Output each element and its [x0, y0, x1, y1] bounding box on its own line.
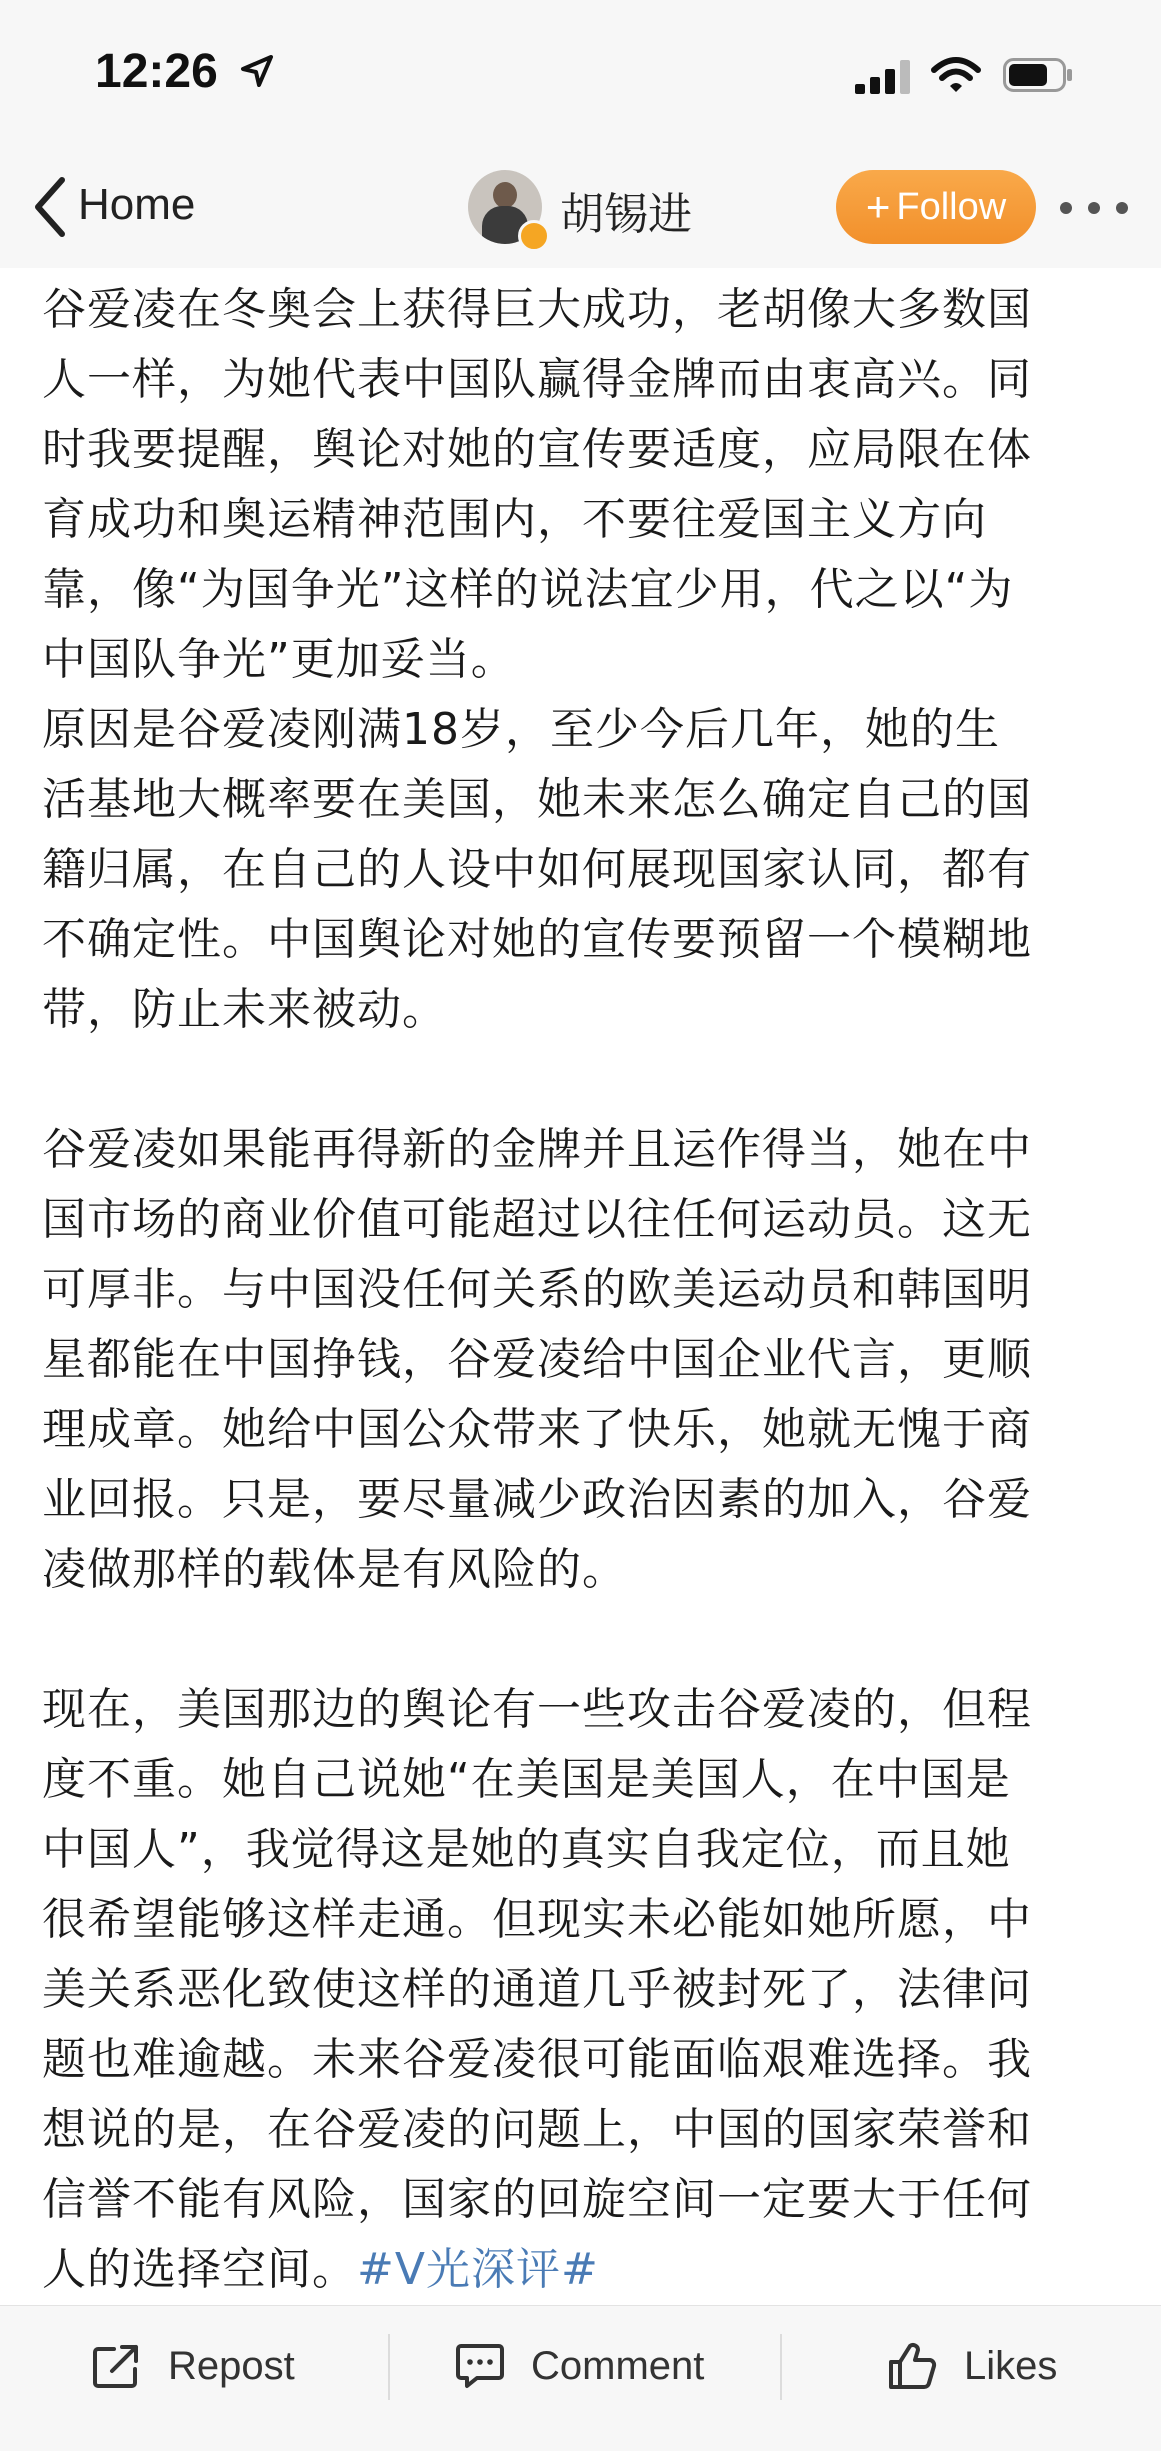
- text-line: 谷爱凌如果能再得新的金牌并且运作得当，她在中: [42, 1124, 1032, 1175]
- likes-label: Likes: [964, 2343, 1058, 2388]
- plus-icon: +: [865, 183, 891, 230]
- follow-button[interactable]: [836, 170, 1036, 244]
- last-line-text: 人的选择空间。: [42, 2244, 357, 2295]
- text-line: 籍归属，在自己的人设中如何展现国家认同，都有: [42, 844, 1032, 895]
- more-icon[interactable]: [1058, 200, 1130, 216]
- comment-icon: [455, 2343, 505, 2389]
- text-line: 人一样，为她代表中国队赢得金牌而由衷高兴。同: [42, 354, 1032, 405]
- back-chevron-icon[interactable]: [30, 172, 70, 242]
- paragraph-3: [42, 1115, 1122, 1605]
- text-line: 想说的是，在谷爱凌的问题上，中国的国家荣誉和: [42, 2104, 1032, 2155]
- text-line: 凌做那样的载体是有风险的。: [42, 1544, 627, 1595]
- text-line: 理成章。她给中国公众带来了快乐，她就无愧于商: [42, 1404, 1032, 1455]
- text-line: 很希望能够这样走通。但现实未必能如她所愿，中: [42, 1894, 1032, 1945]
- text-line: 育成功和奥运精神范围内，不要往爱国主义方向: [42, 494, 987, 545]
- repost-button[interactable]: [92, 2306, 295, 2426]
- divider: [388, 2334, 390, 2400]
- nav-bar: [0, 150, 1161, 268]
- username[interactable]: 胡锡进: [560, 189, 692, 240]
- back-button[interactable]: Home: [78, 180, 196, 229]
- repost-icon: [92, 2343, 142, 2389]
- paragraph-4: [42, 1675, 1122, 2305]
- text-line: 不确定性。中国舆论对她的宣传要预留一个模糊地: [42, 914, 1032, 965]
- text-line: 信誉不能有风险，国家的回旋空间一定要大于任何: [42, 2174, 1032, 2225]
- paragraph-1: [42, 275, 1122, 695]
- post-content: [42, 275, 1122, 2305]
- text-line: 活基地大概率要在美国，她未来怎么确定自己的国: [42, 774, 1032, 825]
- status-bar: [0, 0, 1161, 150]
- text-line: 中国人”，我觉得这是她的真实自我定位，而且她: [42, 1824, 1011, 1875]
- text-line: 时我要提醒，舆论对她的宣传要适度，应局限在体: [42, 424, 1032, 475]
- location-arrow-icon: [240, 54, 274, 88]
- text-line: 谷爱凌在冬奥会上获得巨大成功，老胡像大多数国: [42, 284, 1032, 335]
- battery-icon: [1003, 58, 1073, 92]
- comment-label: Comment: [531, 2343, 705, 2388]
- text-line: 国市场的商业价值可能超过以往任何运动员。这无: [42, 1194, 1032, 1245]
- like-button[interactable]: [888, 2306, 1057, 2426]
- comment-button[interactable]: [455, 2306, 704, 2426]
- text-line: 美关系恶化致使这样的通道几乎被封死了，法律问: [42, 1964, 1032, 2015]
- text-line: 中国队争光”更加妥当。: [42, 634, 516, 685]
- text-line: 现在，美国那边的舆论有一些攻击谷爱凌的，但程: [42, 1684, 1032, 1735]
- text-line: 题也难逾越。未来谷爱凌很可能面临艰难选择。我: [42, 2034, 1032, 2085]
- repost-label: Repost: [168, 2343, 295, 2388]
- text-line: 原因是谷爱凌刚满18岁，至少今后几年，她的生: [42, 704, 1000, 755]
- text-line-last: [42, 2235, 1122, 2305]
- text-line: 度不重。她自己说她“在美国是美国人，在中国是: [42, 1754, 1011, 1805]
- divider: [780, 2334, 782, 2400]
- follow-label: Follow: [896, 185, 1007, 228]
- wifi-icon: [930, 56, 982, 94]
- bottom-toolbar: [0, 2305, 1161, 2451]
- text-line: 带，防止未来被动。: [42, 984, 447, 1035]
- status-time: 12:26: [95, 45, 218, 98]
- signal-icon: [855, 60, 911, 94]
- paragraph-2: [42, 695, 1122, 1045]
- text-line: 靠，像“为国争光”这样的说法宜少用，代之以“为: [42, 564, 1014, 615]
- like-icon: [888, 2342, 938, 2390]
- text-line: 业回报。只是，要尽量减少政治因素的加入，谷爱: [42, 1474, 1032, 1525]
- text-line: 可厚非。与中国没任何关系的欧美运动员和韩国明: [42, 1264, 1032, 1315]
- text-line: 星都能在中国挣钱，谷爱凌给中国企业代言，更顺: [42, 1334, 1032, 1385]
- verified-badge-icon: [518, 220, 550, 252]
- hashtag-link[interactable]: #V光深评#: [357, 2244, 599, 2295]
